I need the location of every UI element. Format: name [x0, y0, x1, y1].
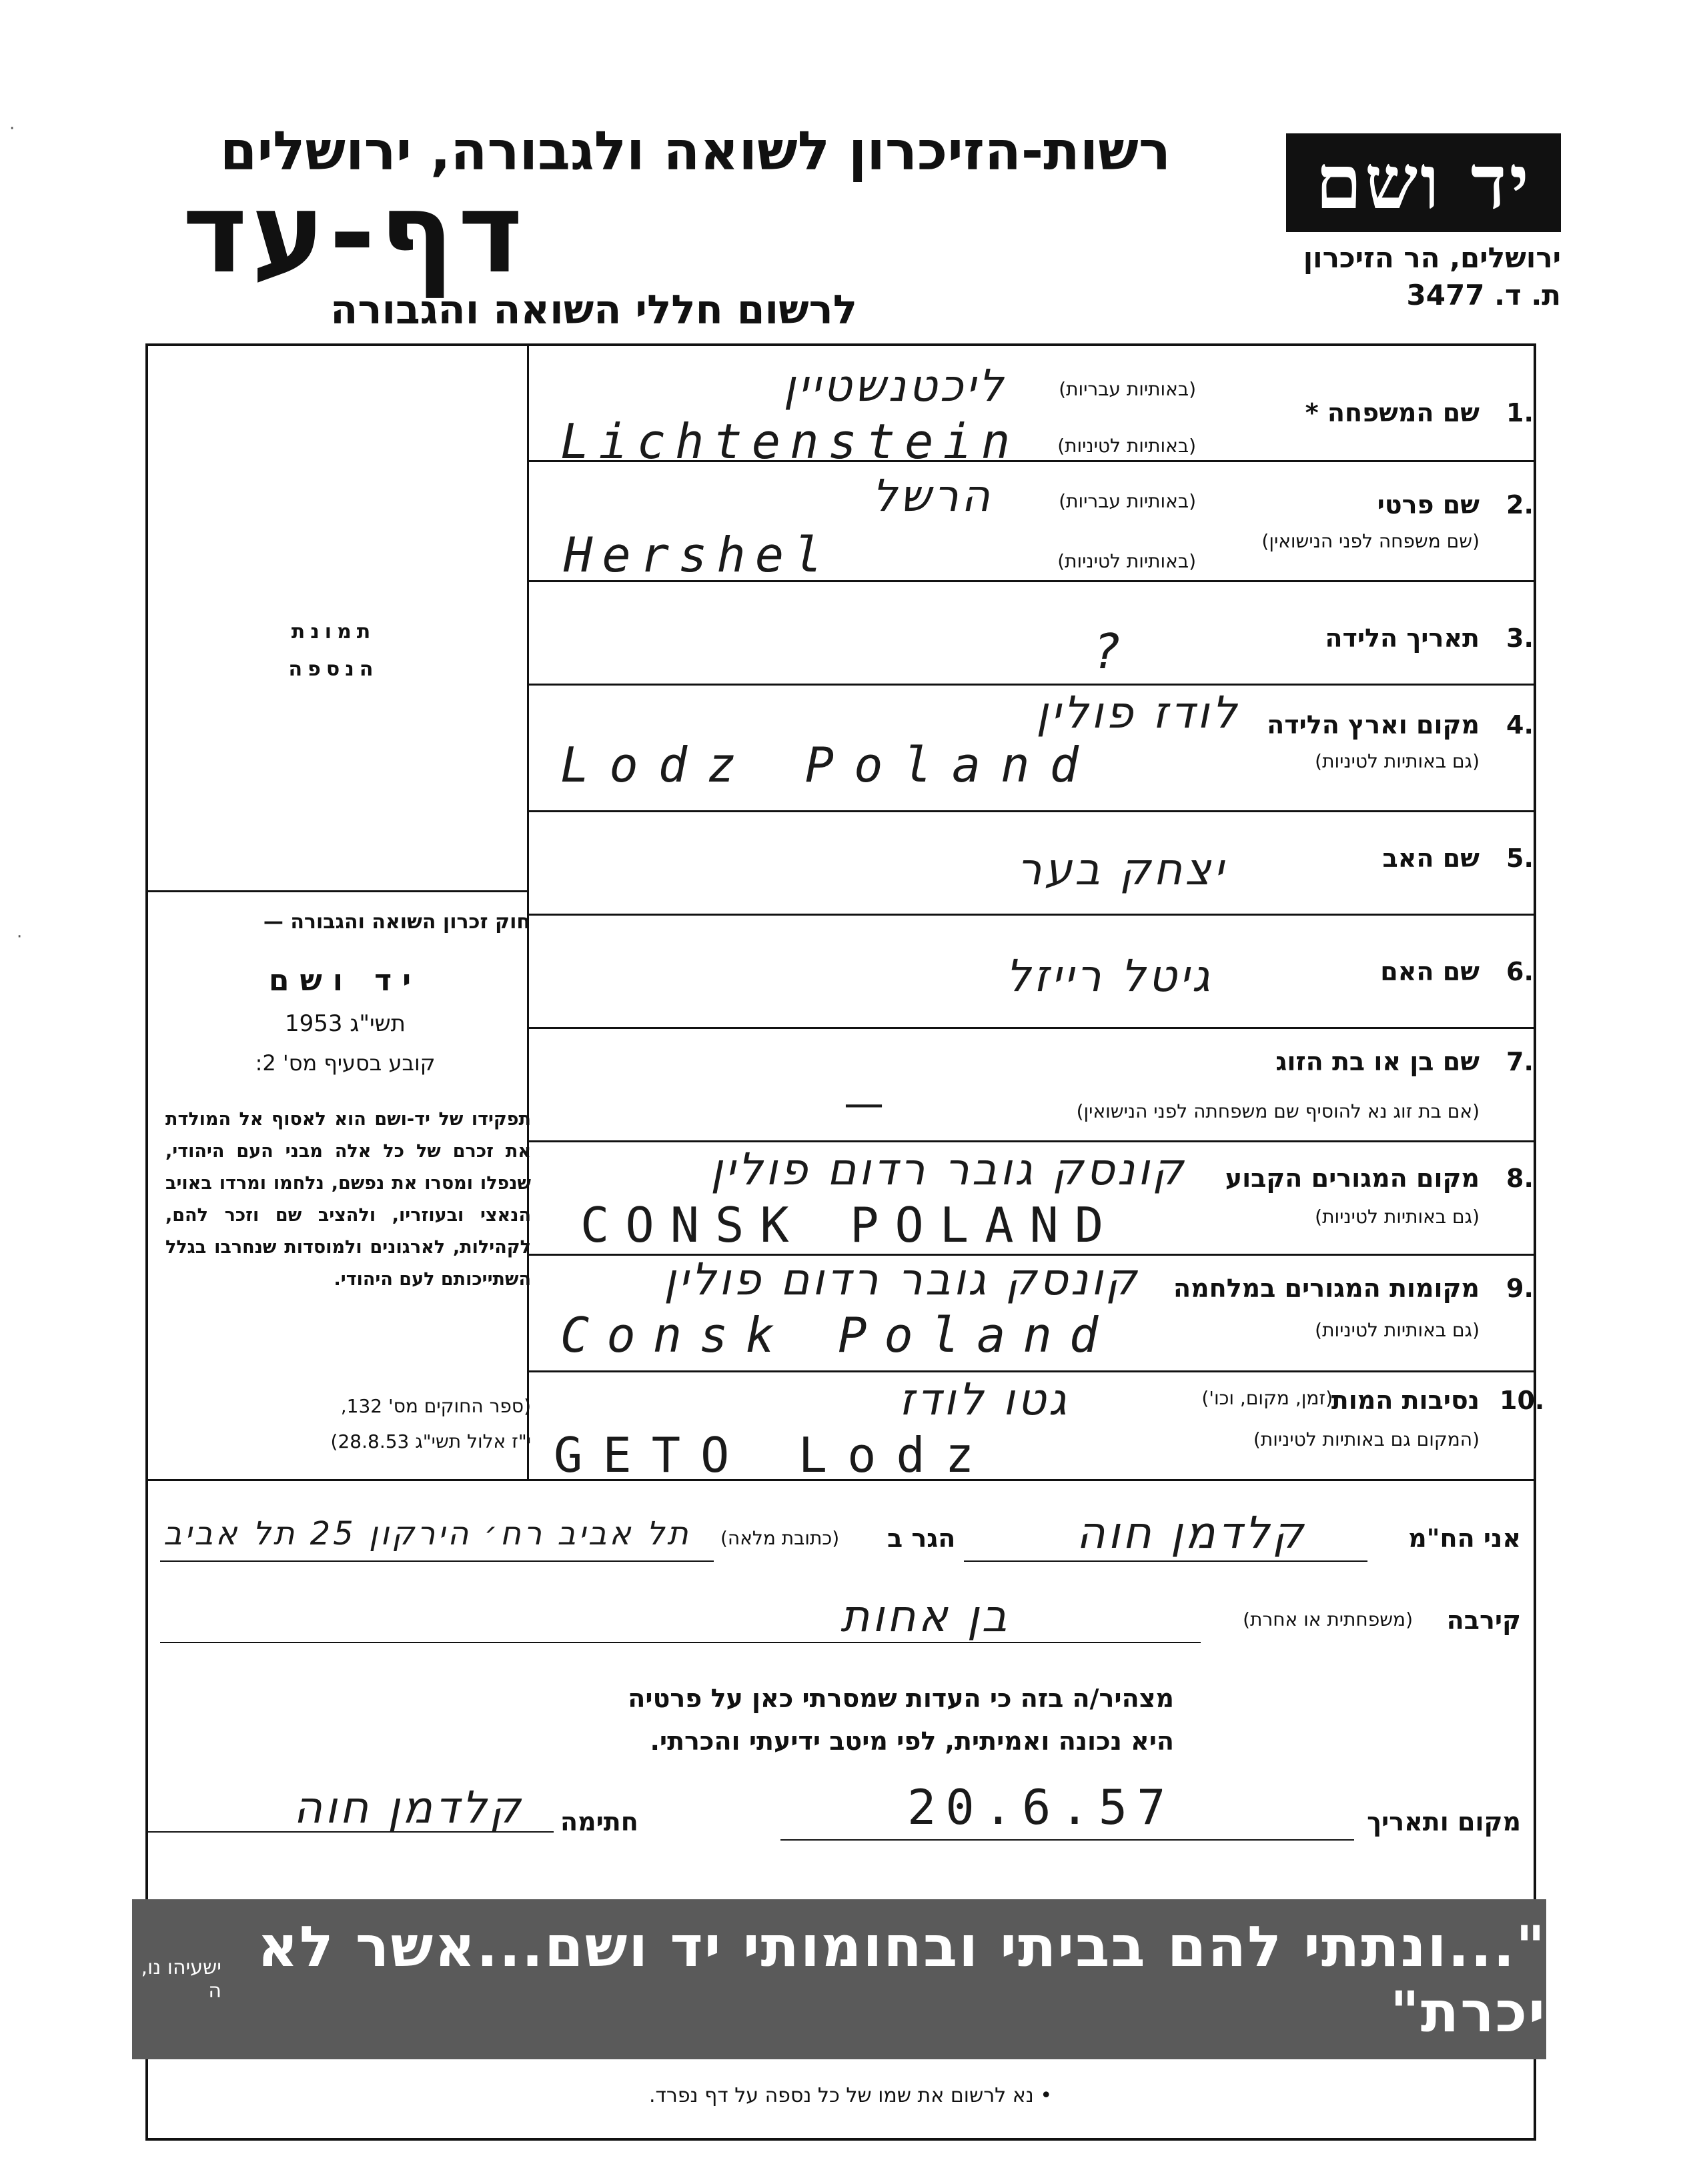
address-value: תל אביב רח׳ הירקון 25 תל אביב [163, 1515, 691, 1552]
family-name-latin-value: Lichtenstein [560, 413, 1020, 469]
birth-date-value: ? [1094, 624, 1120, 680]
law-name: יד ושם [268, 964, 422, 998]
declaration-statement: מצהיר/ה בזה כי העדות שמסרתי כאן על פרטיה [628, 1684, 1174, 1713]
permanent-residence-latin-value: CONSK POLAND [580, 1197, 1120, 1253]
father-name-value: יצחק בער [1017, 844, 1226, 895]
declarant-line [964, 1560, 1367, 1562]
signature-label: חתימה [560, 1807, 638, 1837]
permanent-residence-hebrew-value: קונסק גובר רדום פולין [710, 1144, 1186, 1195]
spouse-name-value: — [844, 1080, 884, 1127]
signature-value: קלדמן חוה [294, 1782, 524, 1833]
mother-name-value: גיטל רייזל [1005, 950, 1213, 1002]
page-title: דף-עד [182, 169, 527, 298]
field-label-death-circumstances: נסיבות המות [1331, 1386, 1480, 1415]
death-circumstances-hebrew-value: גטו לודז [899, 1374, 1069, 1425]
address-hint: (כתובת מלאה) [720, 1527, 840, 1549]
field-label-birth-date: תאריך הלידה [1325, 624, 1480, 653]
photo-placeholder-note [263, 614, 404, 688]
field-sublabel: (גם באותיות לטיניות) [1315, 1319, 1480, 1341]
row-separator [527, 914, 1536, 916]
wartime-residence-latin-value: Consk Poland [560, 1307, 1116, 1363]
declaration-statement: היא נכונה ואמיתית, לפי מיטב ידיעתי והכרתי. [650, 1727, 1174, 1756]
relation-label: קירבה [1446, 1606, 1521, 1635]
sidebar-section-divider [145, 890, 528, 892]
law-body: תפקידו של יד-ושם הוא לאסוף אל המולדת את זכרם של כל אלה מבני העם היהודי, שנפלו ומסרו את נפשם, נלחמו ומרדו באויב הנאצי ובעוזריו, ולהציב שם וזכר להם, לקהילות, לארגונים ולמוסדות שנחרבו בגלל השתייכותם לעם היהודי. [165, 1109, 531, 1290]
place-date-value: 20.6.57 [907, 1779, 1175, 1835]
address-label: הגר ב [887, 1524, 956, 1553]
field-number: 1. [1506, 398, 1534, 427]
field-label-family-name: שם המשפחה * [1305, 398, 1480, 427]
field-label-father-name: שם האב [1382, 844, 1480, 873]
quote-source: ישעיהו נו, ה [141, 1956, 221, 2003]
row-separator [527, 1027, 1536, 1029]
law-reference: (ספר החוקים מס' 132, [340, 1395, 531, 1417]
field-label-spouse-name: שם בן או בת הזוג [1275, 1047, 1480, 1076]
authority-name: רשות-הזיכרון לשואה ולגבורה, ירושלים [219, 120, 1171, 182]
field-sublabel: (גם באותיות לטיניות) [1315, 750, 1480, 772]
field-hint: (באותיות עבריות) [1059, 378, 1196, 400]
birth-place-latin-value: Lodz Poland [560, 737, 1099, 793]
wartime-residence-hebrew-value: קונסק גובר רדום פולין [664, 1254, 1139, 1305]
birth-place-hebrew-value: לודז פולין [1036, 687, 1239, 738]
scan-speck: · [17, 927, 23, 947]
declarant-name-value: קלדמן חוה [1076, 1507, 1306, 1558]
law-clause: קובע בסעיף מס' 2: [255, 1050, 436, 1076]
field-number: 5. [1506, 844, 1534, 873]
po-box: ת. ד. 3477 [1406, 279, 1561, 311]
field-hint: (באותיות לטיניות) [1057, 550, 1196, 572]
field-number: 9. [1506, 1274, 1534, 1303]
relation-value: בן אחות [840, 1590, 1010, 1642]
death-circumstances-latin-value: GETO Lodz [554, 1427, 995, 1483]
field-number: 2. [1506, 490, 1534, 519]
field-sublabel: (המקום גם באותיות לטיניות) [1253, 1428, 1480, 1450]
first-name-hebrew-value: הרשל [872, 470, 993, 521]
first-name-latin-value: Hershel [564, 527, 832, 583]
field-number: 10. [1500, 1386, 1545, 1415]
field-label-first-name: שם פרטי [1377, 490, 1480, 519]
address-line [160, 1560, 714, 1562]
field-label-birth-place: מקום וארץ הלידה [1267, 710, 1480, 740]
declarant-label: אני הח"מ [1408, 1524, 1521, 1553]
field-label-permanent-residence: מקום המגורים הקבוע [1225, 1164, 1480, 1193]
field-hint: (זמן, מקום, וכו') [1201, 1387, 1333, 1409]
quote-banner [132, 1899, 1546, 2059]
field-sublabel: (גם באותיות לטיניות) [1315, 1206, 1480, 1228]
field-number: 8. [1506, 1164, 1534, 1193]
law-year: תשי"ג 1953 [284, 1010, 406, 1037]
law-reference: י"ז אלול תשי"ג 28.8.53) [330, 1430, 531, 1452]
row-separator [527, 810, 1536, 812]
row-separator [527, 1140, 1536, 1142]
field-sublabel: (אם בת זוג נא להוסיף שם משפחתה לפני הנישואין) [1076, 1100, 1480, 1122]
photo-note-line: הנספה [288, 658, 379, 681]
row-separator [527, 684, 1536, 686]
field-number: 3. [1506, 624, 1534, 653]
field-number: 4. [1506, 710, 1534, 740]
law-heading: חוק זכרון השואה והגבורה — [263, 910, 530, 934]
quote-text: "...ונתתי להם בביתי ובחומותי יד ושם...אשר לא יכרת" [257, 1914, 1546, 2045]
footnote: • נא לרשום את שמו של כל נספה על דף נפרד. [648, 2084, 1053, 2107]
relation-hint: (משפחתית או אחרת) [1243, 1608, 1413, 1630]
yad-vashem-logo: יד ושם [1286, 133, 1561, 232]
row-separator [527, 1370, 1536, 1372]
field-hint: (באותיות עבריות) [1059, 490, 1196, 512]
field-number: 7. [1506, 1047, 1534, 1076]
relation-line [160, 1642, 1201, 1643]
logo-caption: ירושלים, הר הזיכרון [1303, 241, 1561, 274]
field-sublabel: (שם משפחה לפני הנישואין) [1261, 530, 1480, 552]
field-label-wartime-residence: מקומות המגורים במלחמה [1173, 1274, 1480, 1303]
field-number: 6. [1506, 957, 1534, 986]
field-label-mother-name: שם האם [1380, 957, 1480, 986]
scan-speck: · [9, 119, 15, 139]
page-subtitle: לרשום חללי השואה והגבורה [330, 287, 857, 333]
place-date-label: מקום ותאריך [1367, 1807, 1521, 1837]
field-hint: (באותיות לטיניות) [1057, 435, 1196, 457]
photo-note-line: תמונת [291, 620, 376, 644]
family-name-hebrew-value: ליכטנשטיין [783, 360, 1006, 411]
place-date-line [780, 1839, 1354, 1841]
